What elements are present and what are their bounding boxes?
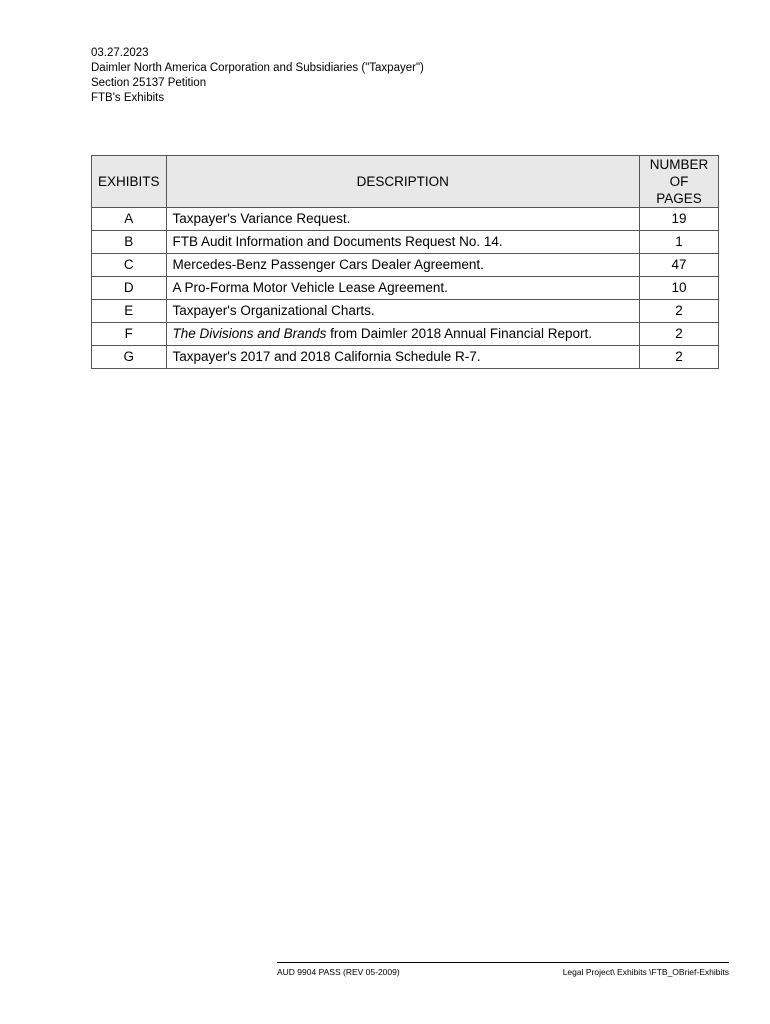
exhibit-pages: 2 bbox=[640, 300, 719, 323]
exhibit-description: A Pro-Forma Motor Vehicle Lease Agreement. bbox=[166, 277, 639, 300]
exhibit-pages: 47 bbox=[640, 254, 719, 277]
exhibit-letter: C bbox=[92, 254, 167, 277]
exhibit-pages: 2 bbox=[640, 323, 719, 346]
exhibit-letter: B bbox=[92, 231, 167, 254]
table-row bbox=[92, 323, 719, 346]
table-row bbox=[92, 208, 719, 231]
table-row bbox=[92, 254, 719, 277]
table-row bbox=[92, 346, 719, 369]
table-header-row bbox=[92, 156, 719, 208]
exhibit-pages: 10 bbox=[640, 277, 719, 300]
exhibits-column-header: EXHIBITS bbox=[92, 156, 167, 208]
report-section-title: The Divisions and Brands bbox=[172, 326, 327, 341]
pages-header-line2: OF PAGES bbox=[656, 174, 702, 206]
exhibit-description: Mercedes-Benz Passenger Cars Dealer Agreement. bbox=[166, 254, 639, 277]
exhibit-description: FTB Audit Information and Documents Request No. 14. bbox=[166, 231, 639, 254]
document-title: FTB's Exhibits bbox=[91, 92, 165, 104]
description-remainder: from Daimler 2018 Annual Financial Report. bbox=[326, 326, 592, 341]
petition-line: Section 25137 Petition bbox=[91, 77, 207, 89]
table-row bbox=[92, 231, 719, 254]
exhibit-pages: 19 bbox=[640, 208, 719, 231]
exhibit-letter: D bbox=[92, 277, 167, 300]
exhibit-description: Taxpayer's 2017 and 2018 California Schedule R-7. bbox=[166, 346, 639, 369]
exhibit-pages: 1 bbox=[640, 231, 719, 254]
exhibit-description bbox=[166, 323, 639, 346]
exhibits-table bbox=[91, 155, 719, 369]
exhibit-letter: E bbox=[92, 300, 167, 323]
company-line: Daimler North America Corporation and Subsidiaries ("Taxpayer") bbox=[91, 62, 424, 74]
description-column-header: DESCRIPTION bbox=[166, 156, 639, 208]
document-header bbox=[91, 46, 424, 106]
file-path: Legal Project\ Exhibits \FTB_OBrief-Exhibits bbox=[562, 967, 729, 977]
exhibit-letter: F bbox=[92, 323, 167, 346]
table-row bbox=[92, 300, 719, 323]
exhibit-pages: 2 bbox=[640, 346, 719, 369]
exhibit-letter: G bbox=[92, 346, 167, 369]
form-number: AUD 9904 PASS (REV 05-2009) bbox=[277, 967, 400, 977]
exhibit-letter: A bbox=[92, 208, 167, 231]
page-footer bbox=[277, 962, 729, 977]
table-row bbox=[92, 277, 719, 300]
date-line: 03.27.2023 bbox=[91, 47, 149, 59]
pages-header-line1: NUMBER bbox=[649, 157, 709, 172]
pages-column-header bbox=[640, 156, 719, 208]
exhibit-description: Taxpayer's Variance Request. bbox=[166, 208, 639, 231]
exhibit-description: Taxpayer's Organizational Charts. bbox=[166, 300, 639, 323]
